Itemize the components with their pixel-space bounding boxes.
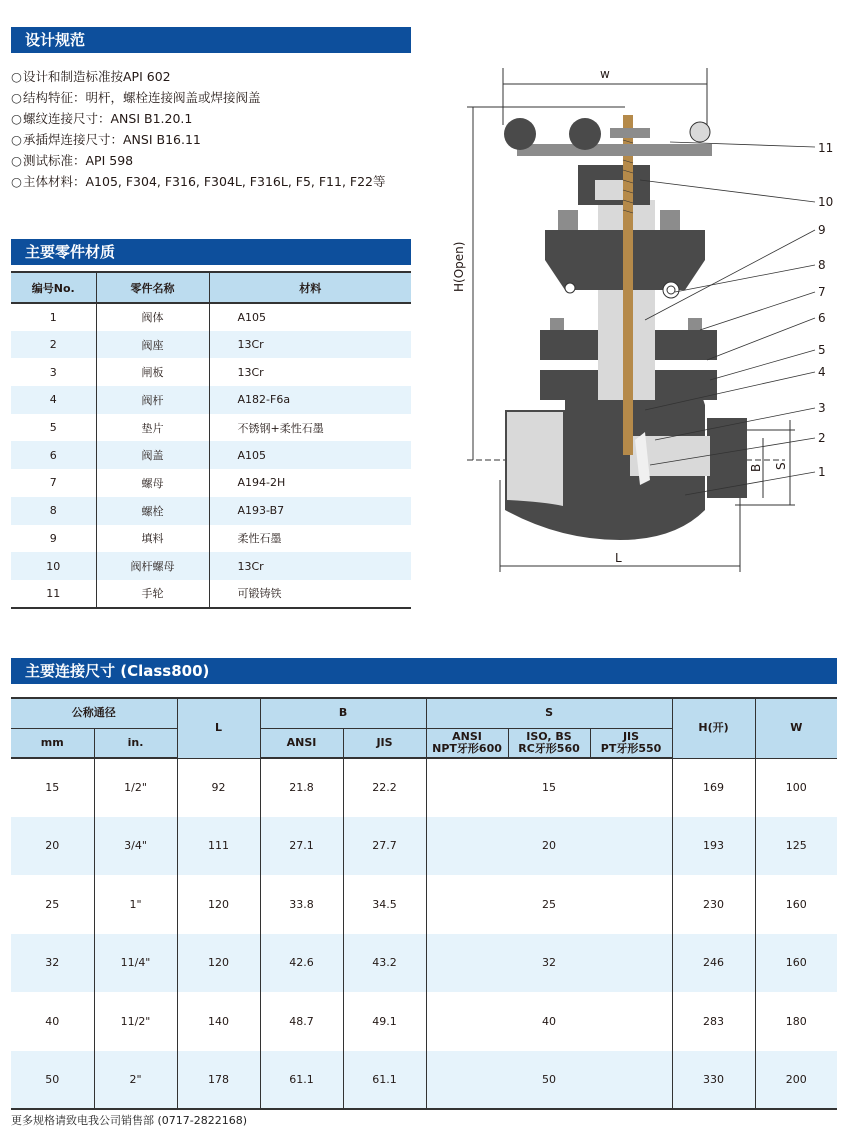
part-material: 13Cr bbox=[237, 365, 264, 379]
cell-mm: 20 bbox=[11, 817, 94, 876]
part-name: 阀体 bbox=[96, 303, 209, 331]
cell-in: 3/4" bbox=[94, 817, 177, 876]
dims-table bbox=[11, 697, 837, 1110]
parts-section-title: 主要零件材质 bbox=[11, 239, 411, 265]
spec-item bbox=[11, 87, 386, 108]
bullet-icon: ○ bbox=[11, 132, 22, 147]
part-no: 7 bbox=[11, 469, 96, 497]
cell-L: 140 bbox=[177, 992, 260, 1051]
spec-item-text: 承插焊连接尺寸：ANSI B16.11 bbox=[23, 132, 201, 147]
h-label: H(Open) bbox=[452, 241, 466, 292]
part-label-6: 6 bbox=[818, 311, 826, 325]
cell-w: 160 bbox=[785, 897, 807, 911]
dims-section-title: 主要连接尺寸 (Class800) bbox=[11, 658, 837, 684]
cell-in: 11/2" bbox=[94, 992, 177, 1051]
cell-b-ansi: 33.8 bbox=[260, 875, 343, 934]
part-label-4: 4 bbox=[818, 365, 826, 379]
part-material: A105 bbox=[237, 310, 267, 324]
table-row bbox=[11, 469, 411, 497]
part-label-8: 8 bbox=[818, 258, 826, 272]
hdr-B: B bbox=[260, 698, 426, 728]
w-label: w bbox=[600, 67, 610, 81]
cell-in: 11/4" bbox=[94, 934, 177, 993]
cell-b-ansi: 21.8 bbox=[260, 758, 343, 817]
hdr-b-ansi: ANSI bbox=[260, 728, 343, 758]
cell-s: 50 bbox=[426, 1051, 672, 1110]
cell-b-ansi: 61.1 bbox=[260, 1051, 343, 1110]
table-row bbox=[11, 817, 837, 876]
part-no: 10 bbox=[11, 552, 96, 580]
part-name: 阀杆螺母 bbox=[96, 552, 209, 580]
cell-w: 160 bbox=[755, 934, 837, 993]
cell-h: 169 bbox=[672, 758, 755, 817]
part-label-7: 7 bbox=[818, 285, 826, 299]
table-row bbox=[11, 358, 411, 386]
cell-w: 200 bbox=[755, 1051, 837, 1110]
part-no: 3 bbox=[11, 358, 96, 386]
part-label-11: 11 bbox=[818, 141, 834, 155]
cell-s: 32 bbox=[426, 934, 672, 993]
hdr-L: L bbox=[177, 698, 260, 758]
cell-b-jis: 34.5 bbox=[343, 875, 426, 934]
cell-in: 1/2" bbox=[94, 758, 177, 817]
cell-mm: 15 bbox=[11, 758, 94, 817]
spec-item bbox=[11, 150, 386, 171]
parts-table bbox=[11, 271, 411, 609]
part-material: A105 bbox=[209, 441, 411, 469]
hdr-nominal: 公称通径 bbox=[11, 698, 177, 728]
cell-b-ansi: 27.1 bbox=[260, 817, 343, 876]
yoke-group bbox=[578, 165, 650, 205]
part-name: 手轮 bbox=[96, 580, 209, 608]
part-no: 11 bbox=[11, 580, 96, 608]
table-row bbox=[11, 386, 411, 414]
part-material: A193-B7 bbox=[209, 497, 411, 525]
cell-h: 193 bbox=[672, 817, 755, 876]
l-label: L bbox=[615, 551, 622, 565]
bullet-icon: ○ bbox=[11, 174, 22, 189]
spec-item-text: 测试标准：API 598 bbox=[23, 153, 134, 168]
cell-L: 120 bbox=[177, 934, 260, 993]
hdr-H: H(开) bbox=[672, 698, 755, 758]
s-label: S bbox=[774, 462, 788, 470]
b-label: B bbox=[749, 463, 763, 472]
cell-s: 20 bbox=[426, 817, 672, 876]
hdr-S: S bbox=[426, 698, 672, 728]
table-row bbox=[11, 331, 411, 359]
cell-mm: 32 bbox=[11, 934, 94, 993]
handwheel-group bbox=[504, 118, 712, 156]
hdr-b-jis: JIS bbox=[343, 728, 426, 758]
table-row bbox=[11, 875, 837, 934]
cell-w: 125 bbox=[755, 817, 837, 876]
spec-item-text: 螺纹连接尺寸：ANSI B1.20.1 bbox=[23, 111, 193, 126]
part-no: 1 bbox=[11, 303, 96, 331]
part-material: 13Cr bbox=[209, 331, 411, 359]
cell-mm: 50 bbox=[11, 1051, 94, 1110]
part-material: A194-2H bbox=[237, 476, 286, 490]
cell-h: 283 bbox=[672, 992, 755, 1051]
cell-b-ansi: 42.6 bbox=[260, 934, 343, 993]
part-material: 不锈钢+柔性石墨 bbox=[237, 421, 324, 435]
cell-L: 178 bbox=[177, 1051, 260, 1110]
hdr-mm: mm bbox=[11, 728, 94, 758]
cell-h: 330 bbox=[672, 1051, 755, 1110]
table-row bbox=[11, 441, 411, 469]
cell-mm: 40 bbox=[11, 992, 94, 1051]
stem bbox=[623, 115, 633, 455]
part-name: 垫片 bbox=[96, 414, 209, 442]
part-name: 螺母 bbox=[96, 469, 209, 497]
hdr-s-jis: JIS PT牙形550 bbox=[590, 728, 672, 758]
spec-item bbox=[11, 129, 386, 150]
table-row bbox=[11, 303, 411, 331]
table-row bbox=[11, 992, 837, 1051]
bullet-icon: ○ bbox=[11, 90, 22, 105]
parts-header-material: 材料 bbox=[209, 272, 411, 303]
hdr-s-iso: ISO, BS RC牙形560 bbox=[508, 728, 590, 758]
part-label-9: 9 bbox=[818, 223, 826, 237]
footer-note: 更多规格请致电我公司销售部 (0717-2822168) bbox=[11, 1114, 248, 1127]
spec-item bbox=[11, 108, 386, 129]
cell-b-jis: 22.2 bbox=[343, 758, 426, 817]
cell-h: 230 bbox=[672, 875, 755, 934]
table-row bbox=[11, 934, 837, 993]
cell-b-jis: 49.1 bbox=[343, 992, 426, 1051]
part-label-10: 10 bbox=[818, 195, 834, 209]
parts-header-row bbox=[11, 272, 411, 303]
cell-h: 246 bbox=[672, 934, 755, 993]
cell-w: 180 bbox=[785, 1014, 807, 1028]
spec-list bbox=[11, 66, 386, 192]
bullet-icon: ○ bbox=[11, 69, 22, 84]
part-name: 阀座 bbox=[96, 331, 209, 359]
table-row bbox=[11, 1051, 837, 1110]
part-no: 5 bbox=[11, 414, 96, 442]
part-no: 4 bbox=[11, 386, 96, 414]
cell-in: 2" bbox=[94, 1051, 177, 1110]
spec-section-title: 设计规范 bbox=[11, 27, 411, 53]
hdr-s-ansi: ANSI NPT牙形600 bbox=[426, 728, 508, 758]
cell-b-jis: 27.7 bbox=[343, 817, 426, 876]
bullet-icon: ○ bbox=[11, 111, 22, 126]
table-row bbox=[11, 552, 411, 580]
part-label-5: 5 bbox=[818, 343, 826, 357]
hdr-in: in. bbox=[94, 728, 177, 758]
part-label-3: 3 bbox=[818, 401, 826, 415]
cell-mm: 25 bbox=[11, 875, 94, 934]
part-name: 阀盖 bbox=[96, 441, 209, 469]
table-row bbox=[11, 758, 837, 817]
cell-L: 92 bbox=[177, 758, 260, 817]
part-label-2: 2 bbox=[818, 431, 826, 445]
part-name: 阀杆 bbox=[96, 386, 209, 414]
hdr-W: W bbox=[755, 698, 837, 758]
spec-item bbox=[11, 66, 386, 87]
table-row bbox=[11, 580, 411, 608]
part-name: 螺栓 bbox=[96, 497, 209, 525]
cell-w: 100 bbox=[785, 781, 807, 794]
spec-item-text: 结构特征：明杆，螺栓连接阀盖或焊接阀盖 bbox=[23, 90, 261, 105]
gate-valve-drawing bbox=[445, 60, 845, 580]
part-name: 闸板 bbox=[96, 358, 209, 386]
part-material: 柔性石墨 bbox=[237, 532, 282, 546]
part-name: 填料 bbox=[96, 525, 209, 553]
part-no: 6 bbox=[11, 441, 96, 469]
cell-L: 120 bbox=[177, 875, 260, 934]
part-material: 13Cr bbox=[209, 552, 411, 580]
spec-item-text: 主体材料：A105, F304, F316, F304L, F316L, F5, F11, F22等 bbox=[23, 174, 386, 189]
spec-item bbox=[11, 171, 386, 192]
part-label-1: 1 bbox=[818, 465, 826, 479]
bullet-icon: ○ bbox=[11, 153, 22, 168]
cell-L: 111 bbox=[177, 817, 260, 876]
cell-in: 1" bbox=[94, 875, 177, 934]
table-row bbox=[11, 497, 411, 525]
cell-s: 40 bbox=[426, 992, 672, 1051]
table-row bbox=[11, 525, 411, 553]
part-no: 9 bbox=[11, 525, 96, 553]
parts-header-no: 编号No. bbox=[11, 272, 96, 303]
part-no: 8 bbox=[11, 497, 96, 525]
part-material: A182-F6a bbox=[209, 386, 411, 414]
cell-s: 15 bbox=[426, 758, 672, 817]
cell-b-jis: 61.1 bbox=[343, 1051, 426, 1110]
spec-item-text: 设计和制造标准按API 602 bbox=[23, 69, 171, 84]
part-no: 2 bbox=[11, 331, 96, 359]
part-material: 可锻铸铁 bbox=[209, 580, 411, 608]
cell-b-ansi: 48.7 bbox=[260, 992, 343, 1051]
cell-b-jis: 43.2 bbox=[343, 934, 426, 993]
cell-s: 25 bbox=[426, 875, 672, 934]
table-row bbox=[11, 414, 411, 442]
parts-header-name: 零件名称 bbox=[96, 272, 209, 303]
